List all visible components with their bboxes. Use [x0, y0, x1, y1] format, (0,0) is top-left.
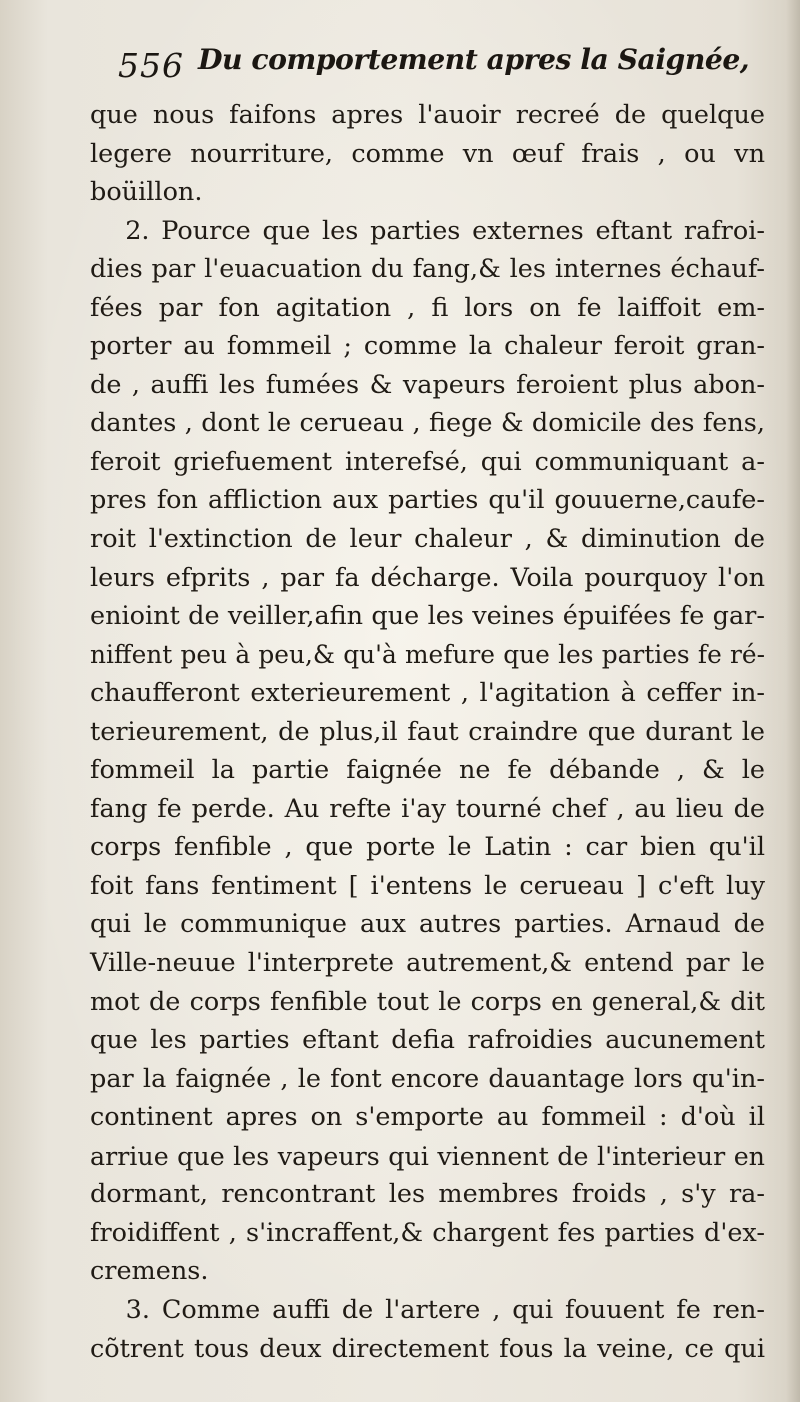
text-line: dormant, rencontrant les membres froids , s'y ra- — [90, 1179, 765, 1210]
text-line: dies par l'euacuation du fang,& les internes échauf- — [90, 254, 765, 285]
text-line: continent apres on s'emporte au fommeil : d'où il — [90, 1102, 765, 1133]
text-line: fang fe perde. Au refte i'ay tourné chef , au lieu de — [90, 793, 765, 824]
text-line: leurs efprits , par fa décharge. Voila pourquoy l'on — [90, 562, 765, 593]
text-line: que nous faifons apres l'auoir recreé de quelque — [90, 100, 765, 130]
text-line: Ville-neuue l'interprete autrement,& entend par le — [90, 948, 765, 979]
text-line: mot de corps fenfible tout le corps en general,& dit — [90, 986, 765, 1017]
text-line: feroit griefuement interefsé, qui communiquant a- — [90, 446, 765, 477]
text-line: pres fon affliction aux parties qu'il gouuerne,caufe- — [90, 485, 765, 516]
text-line: roit l'extinction de leur chaleur , & diminution de — [90, 524, 765, 555]
text-line: par la faignée , le font encore dauantage lors qu'in- — [90, 1063, 765, 1094]
text-line: fées par fon agitation , fi lors on fe laiffoit em- — [90, 292, 765, 323]
text-line: foit fans fentiment [ i'entens le cerueau ] c'eft luy — [90, 870, 765, 901]
text-line: legere nourriture, comme vn œuf frais , ou vn — [90, 138, 765, 169]
page-number: 556 — [118, 46, 184, 85]
text-line: cõtrent tous deux directement fous la veine, ce qui — [90, 1333, 765, 1364]
text-line: porter au fommeil ; comme la chaleur feroit gran- — [90, 331, 765, 362]
text-line: terieurement, de plus,il faut craindre que durant le — [90, 716, 765, 747]
text-line: froidiffent , s'incraffent,& chargent fes parties d'ex- — [90, 1217, 765, 1248]
text-line: enioint de veiller,afin que les veines épuifées fe gar- — [90, 601, 765, 632]
page-edge-shadow — [786, 0, 800, 1402]
text-line: arriue que les vapeurs qui viennent de l'interieur en — [90, 1140, 765, 1171]
text-line: fommeil la partie faignée ne fe débande , & le — [90, 755, 765, 786]
text-line: dantes , dont le cerueau , fiege & domicile des fens, — [90, 408, 765, 439]
running-title: Du comportement apres la Saignée, — [198, 42, 750, 76]
text-line: que les parties eftant defia rafroidies aucunement — [90, 1025, 765, 1056]
text-line: chaufferont exterieurement , l'agitation à ceffer in- — [90, 678, 765, 709]
text-line: cremens. — [90, 1256, 209, 1287]
text-line: qui le communique aux autres parties. Arnaud de — [90, 909, 765, 940]
text-line: boüillon. — [90, 177, 203, 208]
page-header — [118, 38, 758, 98]
text-line: 3. Comme auffi de l'artere , qui fouuent fe ren- — [90, 1294, 765, 1325]
text-line: corps fenfible , que porte le Latin : car bien qu'il — [90, 832, 765, 863]
text-line: niffent peu à peu,& qu'à mefure que les parties fe ré- — [90, 639, 765, 669]
body-text — [90, 96, 765, 1368]
text-line: 2. Pource que les parties externes eftant rafroi- — [90, 215, 765, 246]
text-line: de , auffi les fumées & vapeurs feroient plus abon- — [90, 369, 765, 400]
